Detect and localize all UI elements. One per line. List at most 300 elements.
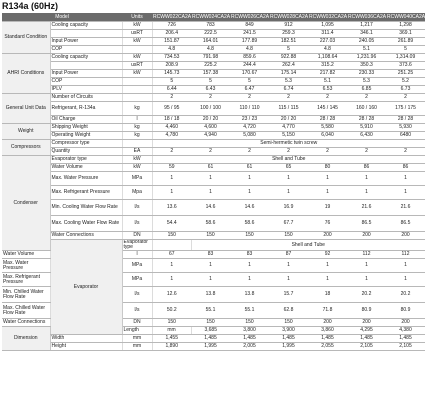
spec-unit: mm	[122, 335, 152, 343]
spec-value: 18	[308, 287, 347, 303]
spec-value: 6.47	[230, 86, 269, 94]
spec-value: 20 / 20	[191, 116, 230, 124]
table-row	[2, 62, 425, 70]
spec-value: 50.2	[152, 303, 191, 319]
spec-item-label: Input Power	[50, 70, 122, 78]
table-row	[2, 102, 425, 116]
spec-item-label: Number of Circuits	[50, 94, 122, 102]
spec-value: 230.33	[347, 70, 386, 78]
spec-unit: kW	[122, 156, 152, 164]
spec-value: 2,055	[308, 343, 347, 351]
spec-value: 6,040	[308, 132, 347, 140]
spec-value: 244.4	[230, 62, 269, 70]
spec-value: 28 / 28	[347, 116, 386, 124]
spec-value: 150	[191, 232, 230, 240]
spec-value: 14.6	[230, 200, 269, 216]
spec-value: 225.2	[191, 62, 230, 70]
spec-value: 5	[191, 78, 230, 86]
spec-value: 1	[269, 186, 308, 200]
spec-value: 86	[386, 164, 425, 172]
spec-value: 145.73	[152, 70, 191, 78]
header-model: Model	[2, 13, 122, 22]
spec-value: 1	[191, 186, 230, 200]
table-row	[2, 186, 425, 200]
table-row	[2, 140, 425, 148]
spec-unit	[122, 86, 152, 94]
table-row	[2, 156, 425, 164]
spec-unit: MPa	[122, 259, 152, 273]
spec-unit: mm	[122, 343, 152, 351]
spec-value: 1	[347, 186, 386, 200]
spec-value: 13.8	[191, 287, 230, 303]
spec-unit: kW	[122, 70, 152, 78]
spec-value: 18 / 18	[152, 116, 191, 124]
spec-value: 222.5	[191, 30, 230, 38]
spec-value: 100 / 100	[191, 102, 230, 116]
spec-value: 23 / 23	[230, 116, 269, 124]
spec-value: 5,930	[386, 124, 425, 132]
spec-value: 157.38	[191, 70, 230, 78]
table-row	[2, 148, 425, 156]
spec-value: 346.1	[347, 30, 386, 38]
spec-value: 2	[347, 94, 386, 102]
spec-value: 5	[230, 78, 269, 86]
table-row	[2, 164, 425, 172]
spec-unit: Mpa	[122, 186, 152, 200]
spec-value: 150	[269, 319, 308, 327]
spec-value: 1	[386, 172, 425, 186]
spec-unit: usRT	[122, 30, 152, 38]
spec-value: 2	[308, 94, 347, 102]
table-row	[2, 86, 425, 94]
spec-value: 240.05	[347, 38, 386, 46]
spec-value: 12.6	[152, 287, 191, 303]
spec-value: 1	[269, 273, 308, 287]
spec-unit: kW	[122, 54, 152, 62]
spec-value: 150	[191, 319, 230, 327]
header-model-name: RCWW026CA2A	[231, 13, 269, 20]
spec-item-label: Max. Refrigerant Pressure	[2, 273, 50, 287]
spec-value: 5,580	[308, 124, 347, 132]
spec-item-label: Min. Cooling Water Flow Rate	[50, 200, 122, 216]
spec-value: 791.98	[191, 54, 230, 62]
spec-value: 2	[191, 148, 230, 156]
spec-value: 5,150	[269, 132, 308, 140]
spec-value: 1	[152, 273, 191, 287]
spec-item-label: Input Power	[50, 38, 122, 46]
spec-value: 4,600	[191, 124, 230, 132]
spec-value: 3,800	[230, 327, 269, 335]
spec-value: 58.6	[191, 216, 230, 232]
spec-unit: mm	[152, 327, 191, 335]
table-row	[2, 116, 425, 124]
spec-item-label	[50, 30, 122, 38]
table-row	[2, 30, 425, 38]
spec-item-label: Cooling capacity	[50, 22, 122, 30]
spec-value: 2,005	[230, 343, 269, 351]
spec-value: 4,780	[152, 132, 191, 140]
spec-value: 20 / 20	[269, 116, 308, 124]
spec-item-label: COP	[50, 78, 122, 86]
spec-value: 5	[386, 46, 425, 54]
spec-item-label: Compressor type	[50, 140, 122, 148]
row-group-label: Weight	[2, 124, 50, 140]
spec-unit: kg	[122, 124, 152, 132]
spec-value: 1	[191, 259, 230, 273]
spec-value: 6.73	[386, 86, 425, 94]
spec-unit: l/s	[122, 303, 152, 319]
spec-merged-value: Shell and Tube	[191, 240, 425, 251]
table-row	[2, 343, 425, 351]
spec-value: 6,430	[347, 132, 386, 140]
spec-value: 20.2	[386, 287, 425, 303]
spec-value: 4.8	[230, 46, 269, 54]
spec-value: 859.6	[230, 54, 269, 62]
spec-unit: EA	[122, 148, 152, 156]
spec-unit	[122, 140, 152, 148]
spec-value: 83	[230, 251, 269, 259]
table-row	[2, 132, 425, 140]
spec-value: 1	[308, 273, 347, 287]
spec-value: 369.1	[386, 30, 425, 38]
spec-unit	[122, 46, 152, 54]
spec-value: 5.2	[386, 78, 425, 86]
spec-value: 2	[152, 94, 191, 102]
spec-value: 14.6	[191, 200, 230, 216]
spec-body	[2, 22, 425, 351]
spec-value: 783	[191, 22, 230, 30]
spec-value: 55.1	[230, 303, 269, 319]
spec-value: 1,231.96	[347, 54, 386, 62]
spec-value: 1	[152, 259, 191, 273]
spec-item-label: Height	[50, 343, 122, 351]
spec-value: 110 / 110	[230, 102, 269, 116]
spec-value: 182.51	[269, 38, 308, 46]
spec-item-label: Evaporator type	[122, 240, 152, 251]
spec-value: 1	[386, 259, 425, 273]
spec-value: 145 / 145	[308, 102, 347, 116]
spec-value: 4.8	[191, 46, 230, 54]
spec-value: 1,485	[191, 335, 230, 343]
spec-value: 2	[230, 94, 269, 102]
table-row	[2, 232, 425, 240]
spec-value: 151.87	[152, 38, 191, 46]
spec-value: 1	[347, 273, 386, 287]
spec-item-label: Max. Water Pressure	[50, 172, 122, 186]
spec-item-label: Cooling capacity	[50, 54, 122, 62]
spec-unit: MPa	[122, 273, 152, 287]
header-units: Units	[122, 13, 152, 22]
table-row	[2, 70, 425, 78]
spec-value: 175 / 175	[386, 102, 425, 116]
spec-value: 1,995	[191, 343, 230, 351]
spec-value: 5.1	[347, 46, 386, 54]
header-model-name: RCWW024CA2A	[192, 13, 230, 20]
spec-value: 2	[269, 148, 308, 156]
spec-value: 2,105	[347, 343, 386, 351]
table-row	[2, 216, 425, 232]
spec-value: 1,455	[152, 335, 191, 343]
spec-merged-value: Shell and Tube	[152, 156, 425, 164]
spec-value: 200	[386, 232, 425, 240]
spec-item-label: Water Connections	[50, 232, 122, 240]
spec-value: 86	[347, 164, 386, 172]
spec-value: 922.88	[269, 54, 308, 62]
table-row	[2, 124, 425, 132]
spec-value: 4.8	[152, 46, 191, 54]
spec-item-label: Evaporator type	[50, 156, 122, 164]
spec-item-label: IPLV	[50, 86, 122, 94]
spec-unit: l/s	[122, 287, 152, 303]
spec-unit	[122, 94, 152, 102]
spec-item-label: Oil Charge	[50, 116, 122, 124]
spec-item-label: Max. Cooling Water Flow Rate	[50, 216, 122, 232]
spec-value: 1	[230, 273, 269, 287]
spec-value: 5	[152, 78, 191, 86]
spec-value: 1	[230, 172, 269, 186]
header-model-name: RCWW036CA2A	[348, 13, 386, 20]
spec-value: 1,485	[269, 335, 308, 343]
spec-value: 150	[152, 319, 191, 327]
spec-value: 1	[230, 186, 269, 200]
spec-value: 80.9	[386, 303, 425, 319]
header-model-name: RCWW028CA2A	[270, 13, 308, 20]
spec-item-label: Water Volume	[2, 251, 50, 259]
spec-value: 1,298	[386, 22, 425, 30]
spec-value: 350.3	[347, 62, 386, 70]
spec-value: 200	[386, 319, 425, 327]
spec-value: 6.85	[347, 86, 386, 94]
spec-unit	[152, 240, 191, 251]
spec-value: 4,720	[230, 124, 269, 132]
spec-value: 150	[152, 232, 191, 240]
table-row	[2, 200, 425, 216]
spec-value: 164.01	[191, 38, 230, 46]
spec-value: 80.9	[347, 303, 386, 319]
spec-value: 1	[191, 172, 230, 186]
spec-value: 200	[308, 232, 347, 240]
spec-unit: kW	[122, 164, 152, 172]
spec-value: 67.7	[269, 216, 308, 232]
spec-value: 5,910	[347, 124, 386, 132]
spec-value: 1,314.09	[386, 54, 425, 62]
spec-value: 1	[347, 259, 386, 273]
spec-value: 5	[269, 46, 308, 54]
spec-value: 227.03	[308, 38, 347, 46]
spec-item-label: Min. Chilled Water Flow Rate	[2, 287, 50, 303]
row-group-label: Evaporator	[50, 240, 122, 335]
page-title: R134a (60Hz)	[2, 1, 59, 11]
spec-item-label: Length	[122, 327, 152, 335]
spec-value: 67	[152, 251, 191, 259]
spec-value: 3,685	[191, 327, 230, 335]
spec-value: 13.6	[152, 200, 191, 216]
spec-unit: l	[122, 116, 152, 124]
spec-item-label: Max. Chilled Water Flow Rate	[2, 303, 50, 319]
spec-value: 170.67	[230, 70, 269, 78]
table-row	[2, 94, 425, 102]
spec-value: 4,295	[347, 327, 386, 335]
spec-value: 261.89	[386, 38, 425, 46]
spec-value: 373.6	[386, 62, 425, 70]
spec-value: 3,860	[308, 327, 347, 335]
spec-value: 5,080	[230, 132, 269, 140]
spec-value: 2,105	[386, 343, 425, 351]
spec-value: 2	[152, 148, 191, 156]
spec-value: 200	[347, 232, 386, 240]
spec-value: 1,095	[308, 22, 347, 30]
spec-value: 208.9	[152, 62, 191, 70]
spec-value: 20.2	[347, 287, 386, 303]
spec-unit: DN	[122, 232, 152, 240]
spec-unit: kW	[122, 22, 152, 30]
spec-value: 2	[386, 94, 425, 102]
row-group-label: AHRI Conditions	[2, 54, 50, 94]
spec-value: 86.5	[386, 216, 425, 232]
spec-value: 4,460	[152, 124, 191, 132]
spec-value: 217.82	[308, 70, 347, 78]
spec-value: 849	[230, 22, 269, 30]
spec-value: 21.6	[386, 200, 425, 216]
spec-value: 4,940	[191, 132, 230, 140]
spec-value: 1	[191, 273, 230, 287]
spec-value: 6.43	[191, 86, 230, 94]
row-group-label: General Unit Data	[2, 94, 50, 124]
spec-value: 5.3	[347, 78, 386, 86]
spec-value: 87	[269, 251, 308, 259]
spec-value: 5.1	[308, 78, 347, 86]
spec-value: 92	[308, 251, 347, 259]
spec-value: 2	[230, 148, 269, 156]
spec-unit: MPa	[122, 172, 152, 186]
spec-value: 28 / 28	[308, 116, 347, 124]
spec-item-label: Max. Water Pressure	[2, 259, 50, 273]
spec-value: 150	[269, 232, 308, 240]
spec-value: 251.25	[386, 70, 425, 78]
spec-value: 200	[308, 319, 347, 327]
table-row	[2, 335, 425, 343]
spec-unit	[122, 78, 152, 86]
spec-value: 1,485	[386, 335, 425, 343]
spec-value: 61	[191, 164, 230, 172]
spec-value: 13.8	[230, 287, 269, 303]
spec-value: 55.1	[191, 303, 230, 319]
table-row	[2, 22, 425, 30]
spec-value: 6.53	[308, 86, 347, 94]
spec-value: 15.7	[269, 287, 308, 303]
spec-value: 2	[347, 148, 386, 156]
spec-value: 5.3	[269, 78, 308, 86]
spec-value: 1	[152, 172, 191, 186]
spec-value: 80	[308, 164, 347, 172]
spec-value: 1,485	[308, 335, 347, 343]
spec-value: 175.14	[269, 70, 308, 78]
header-model-name: RCWW040CA2A	[387, 13, 425, 20]
spec-value: 160 / 160	[347, 102, 386, 116]
spec-value: 315.2	[308, 62, 347, 70]
spec-value: 61	[230, 164, 269, 172]
spec-value: 259.3	[269, 30, 308, 38]
spec-value: 1	[269, 172, 308, 186]
spec-unit: kg	[122, 132, 152, 140]
spec-value: 1,890	[152, 343, 191, 351]
table-row	[2, 54, 425, 62]
spec-value: 1	[386, 273, 425, 287]
spec-value: 726	[152, 22, 191, 30]
spec-unit: DN	[122, 319, 152, 327]
spec-item-label: Shipping Weight	[50, 124, 122, 132]
spec-value: 3,900	[269, 327, 308, 335]
spec-value: 21.6	[347, 200, 386, 216]
spec-item-label: Quantity	[50, 148, 122, 156]
spec-unit: kg	[122, 102, 152, 116]
spec-value: 115 / 115	[269, 102, 308, 116]
spec-value: 1	[230, 259, 269, 273]
table-row	[2, 78, 425, 86]
spec-value: 2	[308, 148, 347, 156]
spec-value: 262.4	[269, 62, 308, 70]
spec-item-label	[50, 62, 122, 70]
spec-item-label: Operating Weight	[50, 132, 122, 140]
spec-value: 58.6	[230, 216, 269, 232]
spec-value: 6.44	[152, 86, 191, 94]
spec-value: 86.5	[347, 216, 386, 232]
spec-unit: l/s	[122, 200, 152, 216]
row-group-label: Compressors	[2, 140, 50, 156]
spec-value: 1,217	[347, 22, 386, 30]
spec-value: 912	[269, 22, 308, 30]
spec-item-label: Refrigerant, R-134a	[50, 102, 122, 116]
spec-value: 1	[308, 259, 347, 273]
spec-table	[2, 13, 425, 351]
spec-value: 311.4	[308, 30, 347, 38]
spec-value: 1	[386, 186, 425, 200]
spec-value: 95 / 95	[152, 102, 191, 116]
row-group-label: Dimension	[2, 327, 50, 351]
spec-value: 1	[347, 172, 386, 186]
spec-value: 150	[230, 319, 269, 327]
spec-value: 6.74	[269, 86, 308, 94]
spec-value: 28 / 28	[386, 116, 425, 124]
spec-value: 112	[347, 251, 386, 259]
spec-value: 1,995	[269, 343, 308, 351]
spec-value: 241.5	[230, 30, 269, 38]
spec-value: 65	[269, 164, 308, 172]
spec-unit: kW	[122, 38, 152, 46]
spec-unit: usRT	[122, 62, 152, 70]
spec-value: 1	[308, 186, 347, 200]
header-model-name: RCWW022CA2A	[153, 13, 191, 20]
spec-value: 1,108.64	[308, 54, 347, 62]
spec-value: 112	[386, 251, 425, 259]
spec-unit: l/s	[122, 216, 152, 232]
spec-value: 150	[230, 232, 269, 240]
spec-value: 2	[269, 94, 308, 102]
spec-value: 1	[308, 172, 347, 186]
header-model-name: RCWW032CA2A	[309, 13, 347, 20]
spec-value: 83	[191, 251, 230, 259]
spec-value: 1,485	[347, 335, 386, 343]
table-row	[2, 172, 425, 186]
header-row	[2, 13, 425, 22]
spec-item-label: Water Volume	[50, 164, 122, 172]
table-row	[2, 240, 425, 251]
spec-value: 200	[347, 319, 386, 327]
spec-value: 177.89	[230, 38, 269, 46]
table-row	[2, 38, 425, 46]
row-group-label: Standard Condition	[2, 22, 50, 54]
spec-value: 1,485	[230, 335, 269, 343]
